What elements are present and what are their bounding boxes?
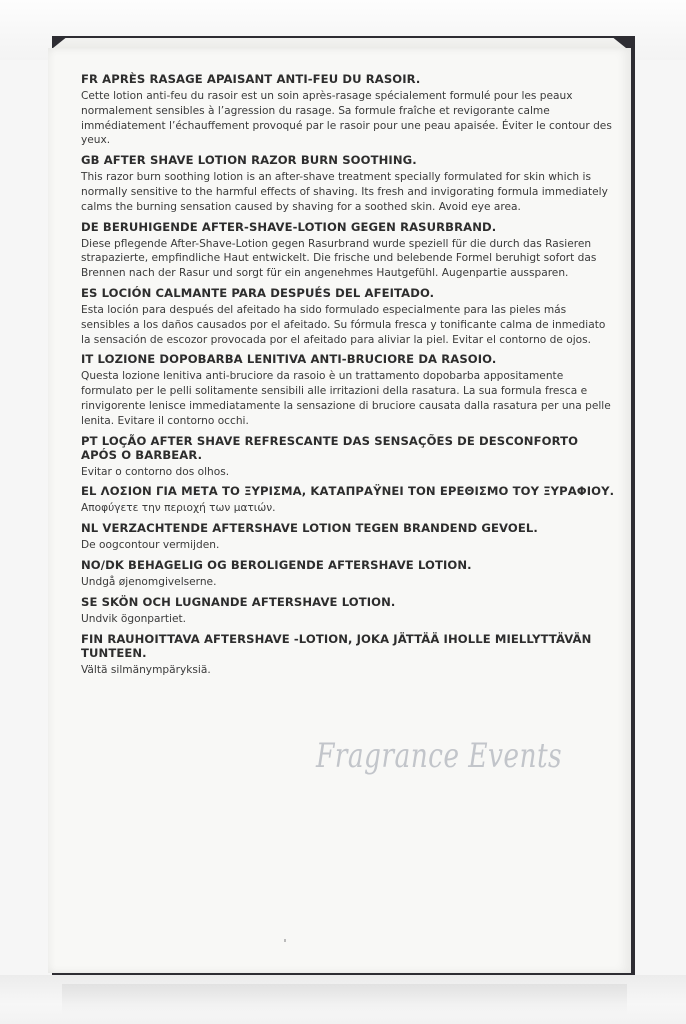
section-body: Questa lozione lenitiva anti-bruciore da rasoio è un trattamento dopobarba appositamente formulato per le pelli solitamente sensibili alle irritazioni della rasatura. La sua formula fresca e rinvigorente lenisce immediatamente la sensazione di bruciore causata dalla rasatura per una pelle lenita. Evitare il contorno occhi. — [81, 370, 611, 427]
section-body: Esta loción para después del afeitado ha sido formulado especialmente para las pieles más sensibles a los daños causados por el afeitado. Su fórmula fresca y tonificante calma de inmediato la sensación de escozor provocada por el afeitado para aliviar la piel. Evitar el contorno de ojos. — [81, 303, 606, 346]
section-heading: EL ΛΟΣΙΟΝ ΓΙΑ ΜΕΤΑ ΤΟ ΞΥΡΙΣΜΑ, ΚΑΤΑΠΡΑΫΝΕΙ ΤΟΝ ΕΡΕΘΙΣΜΟ ΤΟΥ ΞΥΡΑΦΙΟΥ. — [81, 484, 615, 499]
section-es — [81, 286, 617, 347]
section-heading: DE BERUHIGENDE AFTER-SHAVE-LOTION GEGEN RASURBRAND. — [81, 219, 497, 234]
section-fr — [81, 72, 617, 148]
section-heading: GB AFTER SHAVE LOTION RAZOR BURN SOOTHING. — [81, 153, 417, 168]
section-body: Undgå øjenomgivelserne. — [81, 575, 217, 588]
section-pt — [81, 434, 617, 480]
section-nl — [81, 521, 617, 553]
section-it — [81, 352, 617, 428]
section-body: De oogcontour vermijden. — [81, 539, 220, 552]
section-heading: FIN RAUHOITTAVA AFTERSHAVE -LOTION, JOKA JÄTTÄÄ IHOLLE MIELLYTTÄVÄN TUNTEEN. — [81, 631, 592, 660]
section-body: Undvik ögonpartiet. — [81, 612, 187, 625]
section-body: Diese pflegende After-Shave-Lotion gegen Rasurbrand wurde speziell für die durch das Rasieren strapazierte, empfindliche Haut entwickelt. Die frische und belebende Formel beruhigt sofort das Brennen nach der Rasur und sorgt für ein angenehmes Hautgefühl. Augenpartie aussparen. — [81, 237, 597, 280]
section-heading: IT LOZIONE DOPOBARBA LENITIVA ANTI-BRUCIORE DA RASOIO. — [81, 352, 497, 367]
section-fin — [81, 632, 617, 678]
section-body: Evitar o contorno dos olhos. — [81, 465, 230, 478]
section-body: Vältä silmänympäryksiä. — [81, 663, 211, 676]
section-body: Αποφύγετε την περιοχή των ματιών. — [81, 502, 276, 515]
section-el — [81, 484, 617, 516]
section-heading: ES LOCIÓN CALMANTE PARA DESPUÉS DEL AFEITADO. — [81, 285, 435, 300]
section-heading: NL VERZACHTENDE AFTERSHAVE LOTION TEGEN BRANDEND GEVOEL. — [81, 521, 538, 536]
section-heading: PT LOÇÃO AFTER SHAVE REFRESCANTE DAS SENSAÇÕES DE DESCONFORTO APÓS O BARBEAR. — [81, 433, 579, 462]
box-reflection — [62, 984, 627, 1014]
section-heading: SE SKÖN OCH LUGNANDE AFTERSHAVE LOTION. — [81, 594, 396, 609]
section-gb — [81, 153, 617, 214]
section-body: Cette lotion anti-feu du rasoir est un soin après-rasage spécialement formulé pour les peaux normalement sensibles à l’agression du rasage. Sa formule fraîche et revigorante calme immédiatement l’échauffement provoqué par le rasoir pour une peau apaisée. Éviter le contour des yeux. — [81, 90, 612, 147]
section-heading: FR APRÈS RASAGE APAISANT ANTI-FEU DU RASOIR. — [81, 72, 421, 86]
section-de — [81, 220, 617, 281]
section-heading: NO/DK BEHAGELIG OG BEROLIGENDE AFTERSHAVE LOTION. — [81, 557, 472, 572]
section-se — [81, 595, 617, 627]
section-no-dk — [81, 558, 617, 590]
watermark-text: Fragrance Events — [316, 736, 563, 776]
section-body: This razor burn soothing lotion is an after-shave treatment specially formulated for skin which is normally sensitive to the harmful effects of shaving. Its fresh and invigorating formula immediately calms the burning sensation caused by shaving for a soothed skin. Avoid eye area. — [81, 171, 608, 213]
dust-speck — [284, 939, 286, 942]
label-text-block — [81, 72, 617, 682]
